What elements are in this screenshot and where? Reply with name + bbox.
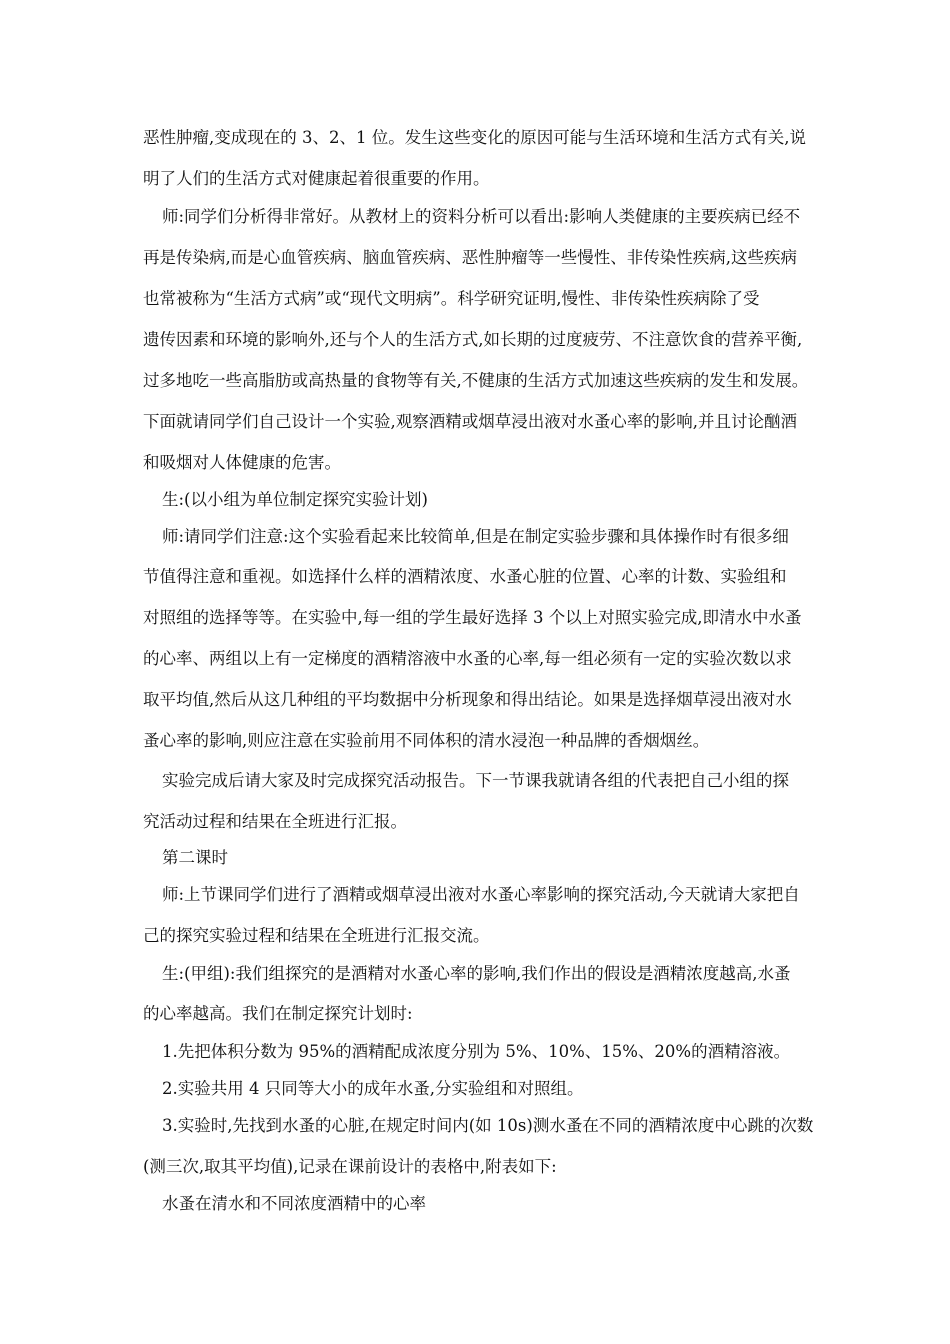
- text-line: 恶性肿瘤,变成现在的 3、2、1 位。发生这些变化的原因可能与生活环境和生活方式有关,说: [143, 128, 806, 147]
- text-line: 生:(以小组为单位制定探究实验计划): [162, 490, 428, 509]
- text-line: 师:请同学们注意:这个实验看起来比较简单,但是在制定实验步骤和具体操作时有很多细: [162, 527, 789, 546]
- list-item: 3.实验时,先找到水蚤的心脏,在规定时间内(如 10s)测水蚤在不同的酒精浓度中心跳的次数: [162, 1116, 814, 1135]
- table-caption: 水蚤在清水和不同浓度酒精中的心率: [162, 1194, 426, 1213]
- text-line: 究活动过程和结果在全班进行汇报。: [143, 812, 407, 831]
- section-heading: 第二课时: [162, 848, 228, 867]
- text-line: 师:上节课同学们进行了酒精或烟草浸出液对水蚤心率影响的探究活动,今天就请大家把自: [162, 885, 800, 904]
- text-line: 实验完成后请大家及时完成探究活动报告。下一节课我就请各组的代表把自己小组的探: [162, 771, 789, 790]
- list-item: 2.实验共用 4 只同等大小的成年水蚤,分实验组和对照组。: [162, 1079, 584, 1098]
- text-line: 生:(甲组):我们组探究的是酒精对水蚤心率的影响,我们作出的假设是酒精浓度越高,水蚤: [162, 964, 791, 983]
- text-line: 和吸烟对人体健康的危害。: [143, 453, 341, 472]
- text-line: 师:同学们分析得非常好。从教材上的资料分析可以看出:影响人类健康的主要疾病已经不: [162, 207, 801, 226]
- text-line: 对照组的选择等等。在实验中,每一组的学生最好选择 3 个以上对照实验完成,即清水中水蚤: [143, 608, 802, 627]
- text-line: 下面就请同学们自己设计一个实验,观察酒精或烟草浸出液对水蚤心率的影响,并且讨论酗酒: [143, 412, 797, 431]
- text-line: 也常被称为“生活方式病”或“现代文明病”。科学研究证明,慢性、非传染性疾病除了受: [143, 289, 760, 308]
- text-line: (测三次,取其平均值),记录在课前设计的表格中,附表如下:: [143, 1157, 557, 1176]
- text-line: 再是传染病,而是心血管疾病、脑血管疾病、恶性肿瘤等一些慢性、非传染性疾病,这些疾病: [143, 248, 797, 267]
- text-line: 的心率越高。我们在制定探究计划时:: [143, 1004, 413, 1023]
- list-item: 1.先把体积分数为 95%的酒精配成浓度分别为 5%、10%、15%、20%的酒精溶液。: [162, 1042, 791, 1061]
- text-line: 过多地吃一些高脂肪或高热量的食物等有关,不健康的生活方式加速这些疾病的发生和发展。: [143, 371, 809, 390]
- text-line: 节值得注意和重视。如选择什么样的酒精浓度、水蚤心脏的位置、心率的计数、实验组和: [143, 567, 787, 586]
- text-line: 取平均值,然后从这几种组的平均数据中分析现象和得出结论。如果是选择烟草浸出液对水: [143, 690, 792, 709]
- text-line: 的心率、两组以上有一定梯度的酒精溶液中水蚤的心率,每一组必须有一定的实验次数以求: [143, 649, 792, 668]
- text-line: 己的探究实验过程和结果在全班进行汇报交流。: [143, 926, 490, 945]
- text-line: 明了人们的生活方式对健康起着很重要的作用。: [143, 169, 490, 188]
- text-line: 蚤心率的影响,则应注意在实验前用不同体积的清水浸泡一种品牌的香烟烟丝。: [143, 731, 710, 750]
- text-line: 遗传因素和环境的影响外,还与个人的生活方式,如长期的过度疲劳、不注意饮食的营养平衡,: [143, 330, 803, 349]
